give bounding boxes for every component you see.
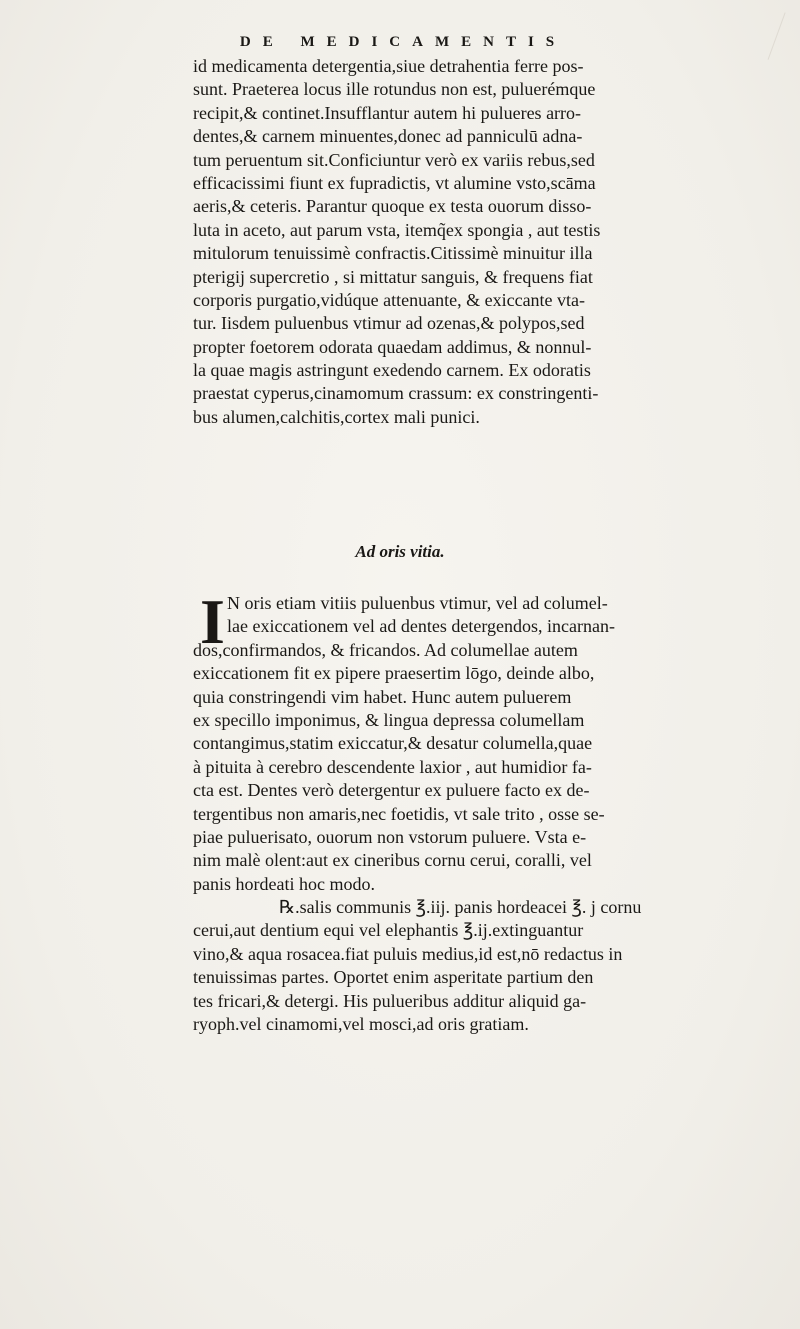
paragraph-2-body-line-2: exiccationem fit ex pipere praesertim lōgo, deinde albo,: [193, 663, 595, 684]
paragraph-1-line-3: recipit,& continet.Insufflantur autem hi pulueres arro-: [193, 102, 582, 123]
paragraph-2-body-line-3: quia constringendi vim habet. Hunc autem puluerem: [193, 686, 572, 707]
paragraph-1-line-12: tur. Iisdem puluenbus vtimur ad ozenas,& polypos,sed: [193, 313, 585, 334]
paragraph-1-line-4: dentes,& carnem minuentes,donec ad panniculū adna-: [193, 126, 583, 147]
recipe-line-5: tes fricari,& detergi. His pulueribus additur aliquid ga-: [193, 990, 587, 1011]
page-corner-crease: [739, 2, 785, 60]
paragraph-2-body-line-7: cta est. Dentes verò detergentur ex puluere facto ex de-: [193, 780, 590, 801]
paragraph-2-body-line-9: piae puluerisato, ouorum non vstorum puluere. Vsta e-: [193, 826, 587, 847]
paragraph-1-line-8: luta in aceto, aut parum vsta, itemq̃ex spongia , aut testis: [193, 219, 601, 240]
paragraph-1-line-15: praestat cyperus,cinamomum crassum: ex constringenti-: [193, 383, 599, 404]
paragraph-2-body-line-6: à pituita à cerebro descendente laxior , aut humidior fa-: [193, 756, 592, 777]
paragraph-2: [193, 586, 793, 1036]
running-head: DE MEDICAMENTIS: [239, 34, 567, 50]
paragraph-1-line-6: efficacissimi fiunt ex fupradictis, vt alumine vsto,scāma: [193, 172, 596, 193]
recipe-line-1: ℞.salis communis ℥.iij. panis hordeacei ℥. j cornu: [279, 897, 642, 918]
paragraph-2-line-2: lae exiccationem vel ad dentes detergendos, incarnan-: [227, 616, 615, 637]
drop-capital: I: [200, 586, 225, 657]
paragraph-1-line-14: la quae magis astringunt exedendo carnem. Ex odoratis: [193, 360, 591, 381]
paragraph-1-line-2: sunt. Praeterea locus ille rotundus non est, puluerémque: [193, 79, 596, 100]
paragraph-1-line-9: mitulorum tenuissimè confractis.Citissimè minuitur illa: [193, 243, 593, 264]
paragraph-2-body-line-4: ex specillo imponimus, & lingua depressa columellam: [193, 709, 585, 730]
recipe-line-6: ryoph.vel cinamomi,vel mosci,ad oris gratiam.: [193, 1014, 529, 1035]
paragraph-1: [193, 55, 793, 429]
paragraph-1-line-5: tum peruentum sit.Conficiuntur verò ex variis rebus,sed: [193, 149, 595, 170]
paragraph-2-body-line-8: tergentibus non amaris,nec foetidis, vt sale trito , osse se-: [193, 803, 605, 824]
recipe-line-2: cerui,aut dentium equi vel elephantis ℥.ij.extinguantur: [193, 920, 584, 941]
paragraph-1-line-13: propter foetorem odorata quaedam addimus, & nonnul-: [193, 336, 592, 357]
paragraph-2-body: [193, 639, 793, 896]
recipe-line-4: tenuissimas partes. Oportet enim asperitate partium den: [193, 967, 594, 988]
recipe-line-3: vino,& aqua rosacea.fiat puluis medius,id est,nō redactus in: [193, 943, 623, 964]
paragraph-1-line-10: pterigij supercretio , si mittatur sanguis, & frequens fiat: [193, 266, 593, 287]
paragraph-2-body-line-1: dos,confirmandos, & fricandos. Ad columellae autem: [193, 639, 578, 660]
section-heading: Ad oris vitia.: [355, 542, 445, 561]
paragraph-1-line-11: corporis purgatio,vidúque attenuante, & exiccante vta-: [193, 289, 586, 310]
paragraph-1-line-1: id medicamenta detergentia,siue detrahentia ferre pos-: [193, 56, 584, 76]
paragraph-2-body-line-10: nim malè olent:aut ex cineribus cornu cerui, coralli, vel: [193, 850, 592, 871]
paragraph-1-line-16: bus alumen,calchitis,cortex mali punici.: [193, 406, 480, 427]
recipe-paragraph: [193, 896, 793, 1036]
paragraph-2-line-1: N oris etiam vitiis puluenbus vtimur, vel ad columel-: [227, 593, 608, 613]
paragraph-2-body-line-5: contangimus,statim exiccatur,& desatur columella,quae: [193, 733, 593, 754]
paragraph-2-body-line-11: panis hordeati hoc modo.: [193, 873, 375, 894]
paragraph-1-line-7: aeris,& ceteris. Parantur quoque ex testa ouorum disso-: [193, 196, 592, 217]
